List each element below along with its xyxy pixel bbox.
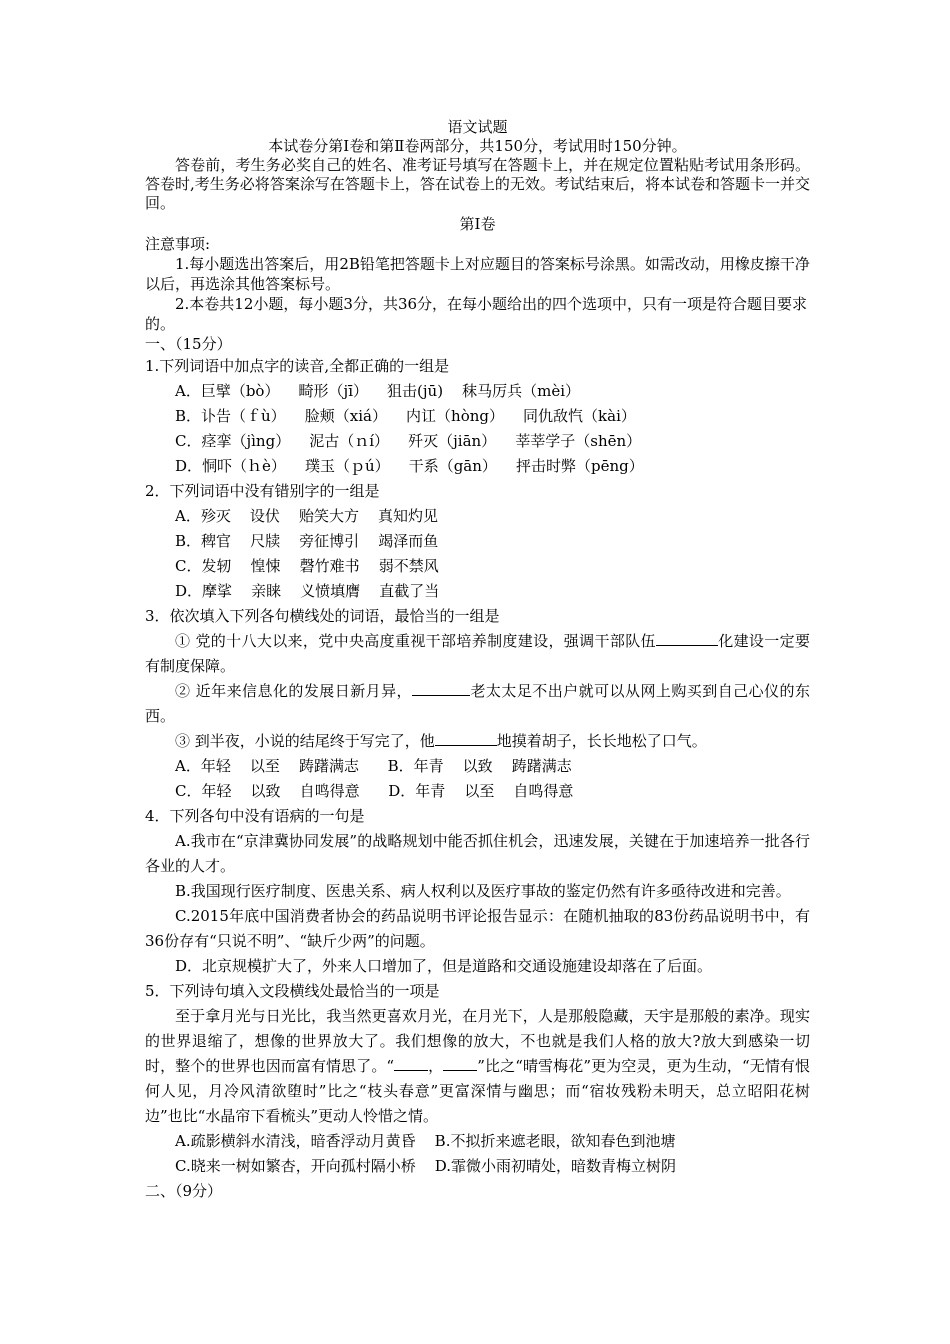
sentence-text: ③ 到半夜，小说的结尾终于写完了，他 — [175, 732, 435, 750]
question-3-sentence-3 — [145, 729, 810, 754]
question-2-option: B．稗官 尺牍 旁征博引 竭泽而鱼 — [175, 532, 439, 550]
passage-text: ”比之“晴雪梅花”更为空灵，更为生动，“无情有恨何人见，月冷风清欲堕时”比之“枝头春意”更富深情与幽思；而“宿妆残粉未明天，总立昭阳花树边”也比“水晶帘下看梳头”更动人怜惜之情。 — [145, 1057, 810, 1125]
question-2-option: A．殄灭 设伏 贻笑大方 真知灼见 — [175, 507, 439, 525]
volume-title: 第Ⅰ卷 — [459, 215, 496, 233]
passage-separator: ， — [428, 1057, 444, 1075]
question-1-option: A．巨擘（bò） 畸形（jī） 狙击(jū) 秣马厉兵（mèi） — [175, 382, 581, 400]
question-5-stem: 5．下列诗句填入文段横线处最恰当的一项是 — [145, 982, 440, 1000]
fill-blank — [394, 1056, 428, 1071]
sentence-text: 化建设一定要有制度保障。 — [145, 632, 810, 675]
passage-text: 至于拿月光与日光比，我当然更喜欢月光，在月光下，人是那般隐藏，天宇是那般的素净。现实的世界退缩了，想像的世界放大了。我们想像的放大，不也就是我们人格的放大?放大到感染一切时，整个的世界也因而富有情思了。“ — [145, 1007, 810, 1075]
exam-instructions: 答卷前，考生务必奖自己的姓名、准考证号填写在答题卡上，并在规定位置粘贴考试用条形码。答卷时,考生务必将答案涂写在答题卡上，答在试卷上的无效。考试结束后，将本试卷和答题卡一并交回。 — [145, 156, 810, 212]
question-5-option: A.疏影横斜水清浅，暗香浮动月黄昏 B.不拟折来遮老眼，欲知春色到池塘 — [175, 1132, 676, 1150]
notice-label: 注意事项: — [145, 235, 211, 253]
question-3-option: C．年轻 以致 自鸣得意 D．年青 以至 自鸣得意 — [175, 782, 574, 800]
exam-title: 语文试题 — [447, 118, 508, 136]
sentence-text: ① 党的十八大以来，党中央高度重视干部培养制度建设，强调干部队伍 — [175, 632, 656, 650]
question-5-passage — [145, 1004, 810, 1129]
fill-blank — [656, 631, 718, 646]
sentence-text: 地摸着胡子，长长地松了口气。 — [496, 732, 707, 750]
question-1-option: C．痉挛（jìng） 泥古（ｎí） 歼灭（jiān） 莘莘学子（shēn） — [175, 432, 642, 450]
notice-item: 2.本卷共12小题，每小题3分，共36分，在每小题给出的四个选项中，只有一项是符合题目要求的。 — [145, 295, 808, 333]
fill-blank — [412, 681, 470, 696]
question-4-option-b: B.我国现行医疗制度、医患关系、病人权利以及医疗事故的鉴定仍然有许多亟待改进和完善。 — [175, 882, 791, 900]
part-one-label: 一、（15分） — [145, 335, 232, 353]
question-4-option-d: D．北京规模扩大了，外来人口增加了，但是道路和交通设施建设却落在了后面。 — [175, 957, 713, 975]
question-1-option: B．讣告（ｆù） 脸颊（xiá） 内讧（hòng） 同仇敌忾（kài） — [175, 407, 636, 425]
question-3-sentence-1 — [145, 629, 810, 679]
question-2-option: D．摩挲 亲睐 义愤填膺 直截了当 — [175, 582, 440, 600]
question-3-stem: 3．依次填入下列各句横线处的词语，最恰当的一组是 — [145, 607, 500, 625]
question-3-option: A．年轻 以至 踌躇满志 B．年青 以致 踌躇满志 — [175, 757, 572, 775]
question-5-option: C.晓来一树如繁杏，开向孤村隔小桥 D.霏微小雨初晴处，暗数青梅立树阴 — [175, 1157, 677, 1175]
question-1-stem: 1.下列词语中加点字的读音,全都正确的一组是 — [145, 357, 450, 375]
exam-intro: 本试卷分第Ⅰ卷和第Ⅱ卷两部分，共150分，考试用时150分钟。 — [268, 137, 687, 155]
part-two-label: 二、（9分） — [145, 1182, 223, 1200]
fill-blank — [435, 731, 497, 746]
question-4-stem: 4．下列各句中没有语病的一句是 — [145, 807, 365, 825]
sentence-text: ② 近年来信息化的发展日新月异， — [175, 682, 413, 700]
fill-blank — [443, 1056, 477, 1071]
page-content — [145, 118, 810, 1204]
question-4-option-a: A.我市在“京津冀协同发展”的战略规划中能否抓住机会，迅速发展，关键在于加速培养一批各行各业的人才。 — [145, 832, 810, 875]
question-3-sentence-2 — [145, 679, 810, 729]
sentence-text: 老太太足不出户就可以从网上购买到自己心仪的东西。 — [145, 682, 810, 725]
question-1-option: D．恫吓（ｈè） 璞玉（ｐú） 干系（gān） 抨击时弊（pēng） — [175, 457, 644, 475]
question-4-option-c: C.2015年底中国消费者协会的药品说明书评论报告显示：在随机抽取的83份药品说明书中，有36份存有“只说不明”、“缺斤少两”的问题。 — [145, 907, 810, 950]
question-2-option: C．发轫 惶悚 磬竹难书 弱不禁风 — [175, 557, 439, 575]
notice-item: 1.每小题选出答案后，用2B铅笔把答题卡上对应题目的答案标号涂黑。如需改动，用橡皮擦干净以后，再选涂其他答案标号。 — [145, 255, 810, 293]
question-2-stem: 2．下列词语中没有错别字的一组是 — [145, 482, 380, 500]
